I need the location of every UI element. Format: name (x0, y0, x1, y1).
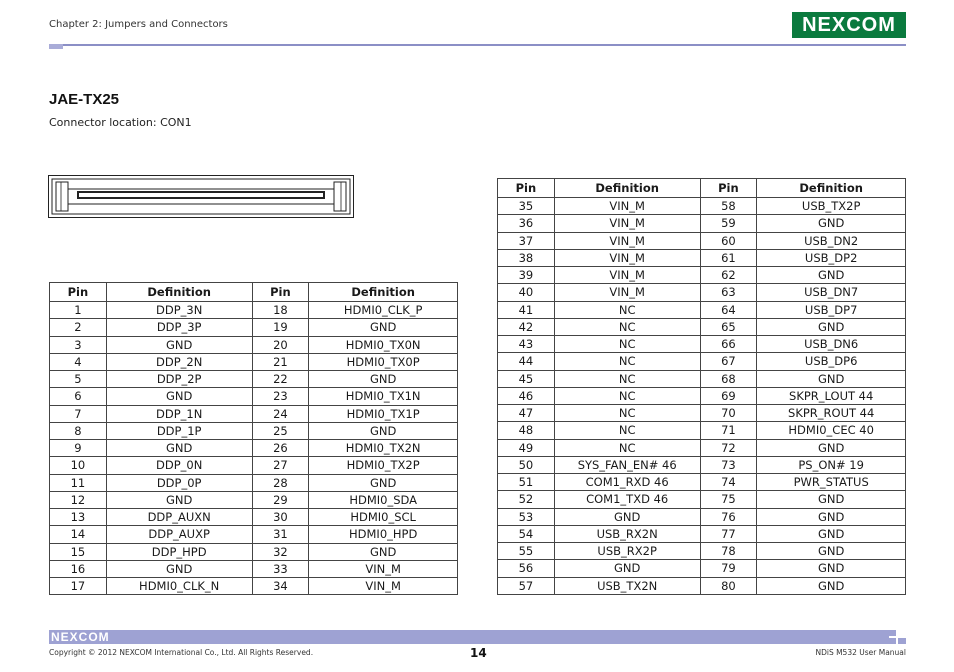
pin-definition: VIN_M (554, 267, 700, 284)
pin-definition: SKPR_ROUT 44 (757, 405, 906, 422)
table-row (498, 439, 906, 456)
pin-table-right (497, 178, 906, 595)
table-row (498, 474, 906, 491)
pin-number: 16 (50, 560, 107, 577)
pin-number: 21 (252, 353, 309, 370)
pin-number: 69 (700, 387, 757, 404)
pin-number: 71 (700, 422, 757, 439)
pin-number: 11 (50, 474, 107, 491)
table-row (498, 353, 906, 370)
footer-bar (49, 630, 889, 644)
table-row (50, 578, 458, 595)
pin-definition: DDP_1P (106, 422, 252, 439)
pin-number: 80 (700, 577, 757, 594)
pin-definition: GND (106, 388, 252, 405)
pin-number: 6 (50, 388, 107, 405)
pin-number: 72 (700, 439, 757, 456)
pin-number: 25 (252, 422, 309, 439)
pin-number: 29 (252, 491, 309, 508)
pin-definition: GND (757, 525, 906, 542)
pin-number: 5 (50, 371, 107, 388)
table-row (50, 543, 458, 560)
pin-number: 8 (50, 422, 107, 439)
pin-definition: COM1_TXD 46 (554, 491, 700, 508)
pin-definition: GND (554, 508, 700, 525)
page-number: 14 (470, 646, 487, 660)
pin-number: 44 (498, 353, 555, 370)
manual-name: NDiS M532 User Manual (815, 648, 906, 657)
pin-definition: HDMI0_CLK_P (309, 302, 458, 319)
section-title: JAE-TX25 (49, 91, 120, 108)
table-row (50, 319, 458, 336)
table-row (498, 387, 906, 404)
table-row (498, 525, 906, 542)
table-row (50, 491, 458, 508)
table-row (50, 336, 458, 353)
table-row (50, 560, 458, 577)
pin-definition: NC (554, 405, 700, 422)
pin-definition: NC (554, 336, 700, 353)
pin-definition: SYS_FAN_EN# 46 (554, 456, 700, 473)
pin-definition: HDMI0_CLK_N (106, 578, 252, 595)
pin-number: 43 (498, 336, 555, 353)
pin-definition: NC (554, 353, 700, 370)
table-row (498, 267, 906, 284)
copyright-text: Copyright © 2012 NEXCOM International Co., Ltd. All Rights Reserved. (49, 648, 314, 657)
pin-number: 40 (498, 284, 555, 301)
pin-definition: GND (106, 440, 252, 457)
pin-definition: VIN_M (554, 215, 700, 232)
pin-number: 38 (498, 249, 555, 266)
pin-definition: DDP_2N (106, 353, 252, 370)
column-header-pin: Pin (498, 179, 555, 198)
pin-definition: GND (757, 560, 906, 577)
pin-number: 66 (700, 336, 757, 353)
pin-definition: GND (309, 319, 458, 336)
pin-definition: PS_ON# 19 (757, 456, 906, 473)
pin-number: 76 (700, 508, 757, 525)
pin-definition: NC (554, 387, 700, 404)
pin-definition: VIN_M (554, 284, 700, 301)
column-header-definition: Definition (309, 283, 458, 302)
pin-number: 77 (700, 525, 757, 542)
pin-definition: GND (106, 491, 252, 508)
pin-number: 12 (50, 491, 107, 508)
pin-definition: GND (309, 371, 458, 388)
table-row (50, 371, 458, 388)
pin-definition: DDP_3N (106, 302, 252, 319)
pin-definition: GND (757, 543, 906, 560)
table-row (50, 440, 458, 457)
pin-number: 24 (252, 405, 309, 422)
pin-number: 62 (700, 267, 757, 284)
pin-definition: VIN_M (309, 560, 458, 577)
table-row (50, 422, 458, 439)
pin-definition: DDP_0P (106, 474, 252, 491)
pin-number: 39 (498, 267, 555, 284)
table-row (50, 509, 458, 526)
pin-definition: NC (554, 370, 700, 387)
pin-number: 42 (498, 318, 555, 335)
table-row (498, 422, 906, 439)
nexcom-logo (792, 12, 906, 38)
pin-definition: NC (554, 301, 700, 318)
table-row (498, 284, 906, 301)
pin-number: 10 (50, 457, 107, 474)
pin-definition: USB_RX2N (554, 525, 700, 542)
table-row (498, 456, 906, 473)
table-row (498, 543, 906, 560)
column-header-definition: Definition (554, 179, 700, 198)
pin-definition: VIN_M (554, 249, 700, 266)
pin-number: 17 (50, 578, 107, 595)
table-row (498, 491, 906, 508)
pin-number: 50 (498, 456, 555, 473)
pin-number: 14 (50, 526, 107, 543)
pin-definition: GND (757, 318, 906, 335)
pin-number: 9 (50, 440, 107, 457)
pin-definition: GND (106, 560, 252, 577)
pin-definition: VIN_M (309, 578, 458, 595)
pin-definition: HDMI0_CEC 40 (757, 422, 906, 439)
pin-definition: GND (309, 422, 458, 439)
pin-number: 7 (50, 405, 107, 422)
pin-number: 19 (252, 319, 309, 336)
pin-number: 54 (498, 525, 555, 542)
pin-definition: USB_RX2P (554, 543, 700, 560)
pin-number: 41 (498, 301, 555, 318)
pin-definition: GND (757, 267, 906, 284)
pin-number: 57 (498, 577, 555, 594)
pin-number: 33 (252, 560, 309, 577)
logo-text: NEXCOM (802, 13, 896, 36)
table-header-row (50, 283, 458, 302)
pin-number: 56 (498, 560, 555, 577)
pin-number: 35 (498, 198, 555, 215)
pin-number: 67 (700, 353, 757, 370)
table-row (498, 560, 906, 577)
pin-number: 18 (252, 302, 309, 319)
pin-definition: DDP_3P (106, 319, 252, 336)
pin-number: 70 (700, 405, 757, 422)
pin-definition: HDMI0_TX0N (309, 336, 458, 353)
pin-definition: USB_DN2 (757, 232, 906, 249)
pin-definition: GND (757, 491, 906, 508)
table-row (498, 318, 906, 335)
pin-number: 20 (252, 336, 309, 353)
pin-definition: DDP_HPD (106, 543, 252, 560)
pin-definition: DDP_2P (106, 371, 252, 388)
table-row (498, 249, 906, 266)
table-body (50, 302, 458, 595)
column-header-definition: Definition (106, 283, 252, 302)
pin-definition: NC (554, 318, 700, 335)
table-row (50, 526, 458, 543)
pin-number: 1 (50, 302, 107, 319)
pin-number: 61 (700, 249, 757, 266)
pin-definition: COM1_RXD 46 (554, 474, 700, 491)
pin-number: 58 (700, 198, 757, 215)
pin-number: 3 (50, 336, 107, 353)
pin-definition: USB_DP2 (757, 249, 906, 266)
pin-number: 60 (700, 232, 757, 249)
table-row (50, 457, 458, 474)
pin-number: 37 (498, 232, 555, 249)
pin-definition: GND (757, 577, 906, 594)
pin-number: 49 (498, 439, 555, 456)
table-row (50, 302, 458, 319)
pin-number: 59 (700, 215, 757, 232)
pin-definition: HDMI0_TX1P (309, 405, 458, 422)
pin-number: 65 (700, 318, 757, 335)
pin-table-left (49, 282, 458, 595)
footer-squares-icon (889, 630, 906, 644)
pin-number: 34 (252, 578, 309, 595)
table-row (498, 336, 906, 353)
pin-definition: USB_TX2N (554, 577, 700, 594)
table-row (50, 353, 458, 370)
pin-definition: GND (554, 560, 700, 577)
pin-number: 68 (700, 370, 757, 387)
table-row (498, 370, 906, 387)
table-row (498, 577, 906, 594)
pin-number: 51 (498, 474, 555, 491)
table-row (50, 405, 458, 422)
table-body (498, 198, 906, 595)
table-row (498, 301, 906, 318)
footer-logo: NEXCOM (51, 630, 110, 644)
pin-number: 2 (50, 319, 107, 336)
pin-definition: USB_DN7 (757, 284, 906, 301)
table-row (498, 405, 906, 422)
pin-number: 53 (498, 508, 555, 525)
pin-definition: NC (554, 439, 700, 456)
pin-definition: VIN_M (554, 198, 700, 215)
table-row (498, 508, 906, 525)
pin-number: 74 (700, 474, 757, 491)
column-header-pin: Pin (252, 283, 309, 302)
table-row (498, 215, 906, 232)
column-header-definition: Definition (757, 179, 906, 198)
header-tab-marker (49, 44, 63, 49)
pin-number: 36 (498, 215, 555, 232)
pin-definition: USB_DP6 (757, 353, 906, 370)
pin-definition: GND (757, 439, 906, 456)
table-row (50, 474, 458, 491)
pin-definition: HDMI0_HPD (309, 526, 458, 543)
pin-number: 28 (252, 474, 309, 491)
pin-number: 79 (700, 560, 757, 577)
header-rule (49, 44, 906, 46)
pin-definition: GND (757, 370, 906, 387)
pin-number: 22 (252, 371, 309, 388)
pin-definition: DDP_0N (106, 457, 252, 474)
pin-number: 46 (498, 387, 555, 404)
pin-number: 73 (700, 456, 757, 473)
pin-definition: USB_DP7 (757, 301, 906, 318)
pin-number: 26 (252, 440, 309, 457)
pin-number: 13 (50, 509, 107, 526)
connector-diagram (48, 175, 354, 218)
pin-number: 15 (50, 543, 107, 560)
pin-definition: HDMI0_TX2P (309, 457, 458, 474)
pin-definition: HDMI0_TX2N (309, 440, 458, 457)
pin-number: 75 (700, 491, 757, 508)
pin-definition: GND (309, 474, 458, 491)
pin-number: 31 (252, 526, 309, 543)
pin-definition: USB_TX2P (757, 198, 906, 215)
pin-definition: SKPR_LOUT 44 (757, 387, 906, 404)
pin-number: 64 (700, 301, 757, 318)
pin-definition: GND (309, 543, 458, 560)
pin-number: 47 (498, 405, 555, 422)
pin-number: 45 (498, 370, 555, 387)
pin-number: 32 (252, 543, 309, 560)
chapter-title: Chapter 2: Jumpers and Connectors (49, 19, 228, 30)
pin-definition: PWR_STATUS (757, 474, 906, 491)
pin-definition: DDP_AUXP (106, 526, 252, 543)
column-header-pin: Pin (700, 179, 757, 198)
pin-definition: NC (554, 422, 700, 439)
pin-definition: USB_DN6 (757, 336, 906, 353)
pin-number: 27 (252, 457, 309, 474)
column-header-pin: Pin (50, 283, 107, 302)
pin-definition: HDMI0_TX0P (309, 353, 458, 370)
pin-definition: HDMI0_SDA (309, 491, 458, 508)
pin-number: 63 (700, 284, 757, 301)
pin-number: 30 (252, 509, 309, 526)
pin-number: 55 (498, 543, 555, 560)
table-row (498, 232, 906, 249)
pin-number: 23 (252, 388, 309, 405)
pin-definition: VIN_M (554, 232, 700, 249)
pin-number: 48 (498, 422, 555, 439)
table-row (50, 388, 458, 405)
pin-number: 4 (50, 353, 107, 370)
pin-definition: DDP_AUXN (106, 509, 252, 526)
connector-location: Connector location: CON1 (49, 116, 192, 129)
pin-number: 78 (700, 543, 757, 560)
pin-definition: GND (757, 215, 906, 232)
pin-definition: GND (757, 508, 906, 525)
pin-definition: HDMI0_SCL (309, 509, 458, 526)
pin-number: 52 (498, 491, 555, 508)
pin-definition: GND (106, 336, 252, 353)
table-row (498, 198, 906, 215)
pin-definition: HDMI0_TX1N (309, 388, 458, 405)
table-header-row (498, 179, 906, 198)
pin-definition: DDP_1N (106, 405, 252, 422)
